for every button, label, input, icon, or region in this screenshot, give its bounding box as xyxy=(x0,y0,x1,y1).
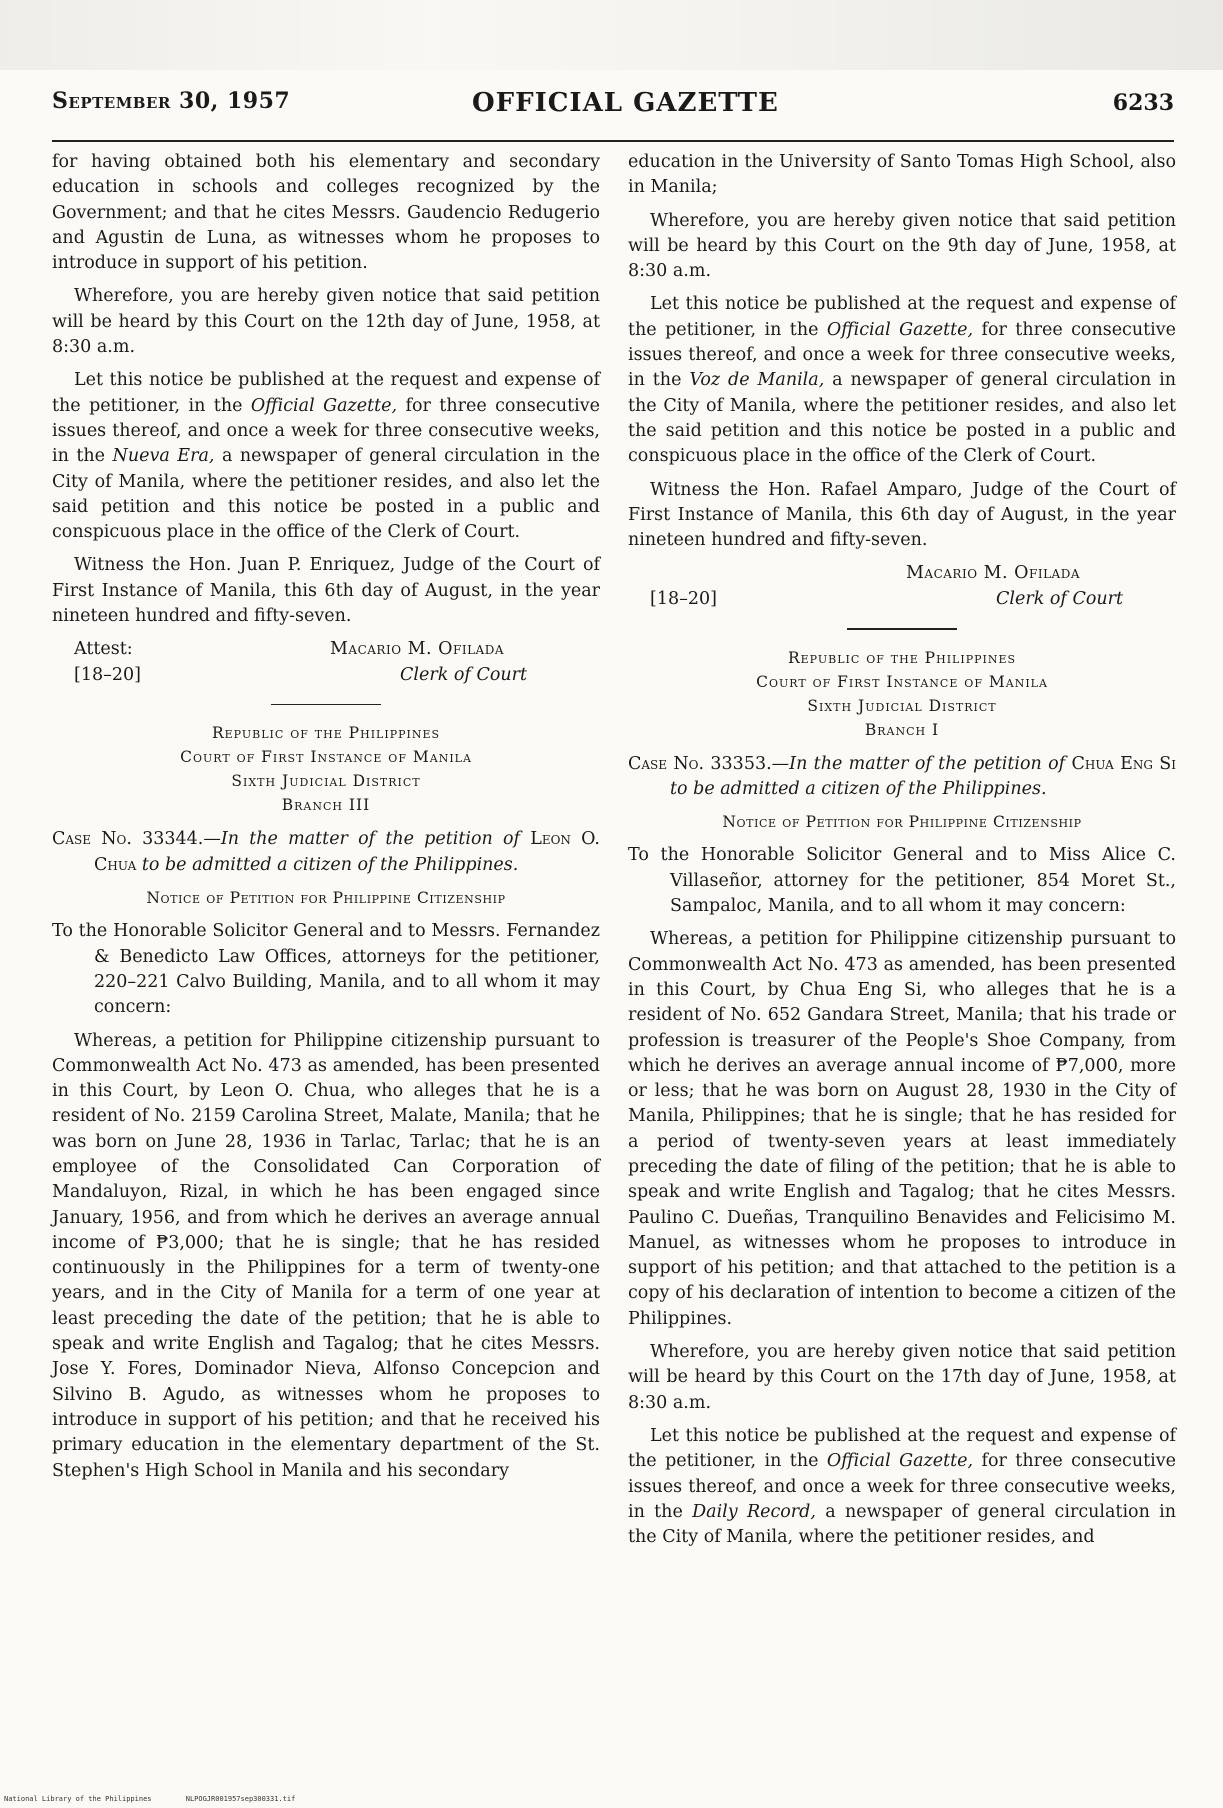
text-run: for three consecutive issues thereof, and once a week for three consecutive weeks, in the xyxy=(52,395,600,467)
case-title xyxy=(52,827,600,878)
text-run: to be admitted a citizen of the Philippines. xyxy=(136,854,519,875)
scan-edge-noise xyxy=(0,0,1223,70)
paragraph: for having obtained both his elementary and secondary education in schools and colleges recognized by the Government; and that he cites Messrs. Gaudencio Redugerio and Agustin de Luna, as witnesses whom he proposes to introduce in support of his petition. xyxy=(52,152,600,274)
case-number: Case No. 33344. xyxy=(52,829,204,850)
attest-label: Attest: xyxy=(74,639,133,660)
signer-name: Macario M. Ofilada xyxy=(330,639,504,660)
newspaper-name: Daily Record, xyxy=(692,1501,816,1522)
gazette-name: Official Gazette, xyxy=(826,319,974,340)
publication-title: OFFICIAL GAZETTE xyxy=(472,88,779,118)
text-run: a newspaper of general circulation in the City of Manila, where the petitioner resides, and also let the said petition and this notice be posted in a public and conspicuous place in the office of the Clerk of Court. xyxy=(52,446,600,543)
gazette-name: Official Gazette, xyxy=(250,395,398,416)
court-line: Republic of the Philippines xyxy=(787,648,1017,667)
addressee: To the Honorable Solicitor General and to Miss Alice C. Villaseñor, attorney for the petitioner, 854 Moret St., Sampaloc, Manila, and to all whom it may concern: xyxy=(628,845,1176,917)
petitioner-name: Chua Eng Si xyxy=(1071,753,1176,774)
signer-name: Macario M. Ofilada xyxy=(906,563,1080,584)
gazette-name: Official Gazette, xyxy=(826,1451,974,1472)
publication-paragraph xyxy=(628,292,1176,469)
text-run: a newspaper of general circulation in the City of Manila, where the petitioner resides, and xyxy=(628,1501,1177,1548)
signature-block-line2 xyxy=(52,663,600,688)
text-run: Let this notice be published at the request and expense of the petitioner, in the xyxy=(52,370,600,416)
addressee: To the Honorable Solicitor General and to Messrs. Fernandez & Benedicto Law Offices, attorneys for the petitioner, 220–221 Calvo Building, Manila, and to all whom it may concern: xyxy=(52,921,600,1018)
case-title xyxy=(628,752,1176,803)
signature-block xyxy=(628,561,1176,586)
left-column xyxy=(52,150,600,1492)
paragraph: Wherefore, you are hereby given notice that said petition will be heard by this Court on the 17th day of June, 1958, at 8:30 a.m. xyxy=(628,1342,1176,1413)
petitioner-name: Leon O. Chua xyxy=(94,829,600,875)
section-separator xyxy=(271,704,381,706)
case-number: Case No. 33353. xyxy=(628,753,772,774)
court-line: Court of First Instance of Manila xyxy=(756,672,1048,691)
court-line: Sixth Judicial District xyxy=(231,772,421,791)
paragraph: Wherefore, you are hereby given notice that said petition will be heard by this Court on the 9th day of June, 1958, at 8:30 a.m. xyxy=(628,210,1176,282)
text-run: Let this notice be published at the request and expense of the petitioner, in the xyxy=(628,1425,1176,1472)
newspaper-name: Nueva Era, xyxy=(112,446,215,467)
court-heading xyxy=(628,646,1176,742)
publication-paragraph xyxy=(52,368,600,545)
right-column xyxy=(628,150,1176,1558)
signature-block xyxy=(52,637,600,662)
notice-title: Notice of Petition for Philippine Citizenship xyxy=(146,889,506,908)
signature-block-line2 xyxy=(628,587,1176,612)
paragraph: Whereas, a petition for Philippine citizenship pursuant to Commonwealth Act No. 473 as amended, has been presented in this Court, by Leon O. Chua, who alleges that he is a resident of No. 2159 Carolina Street, Malate, Manila; that he was born on June 28, 1936 in Tarlac, Tarlac; that he is an employee of the Consolidated Can Corporation of Mandaluyon, Rizal, in which he has been engaged since January, 1956, and from which he derives an average annual income of ₱3,000; that he is single; that he has resided continuously in the Philippines for a term of twenty-one years, and in the City of Manila for a term of one year at least preceding the date of the petition; that he is able to speak and write English and Tagalog; that he cites Messrs. Jose Y. Fores, Dominador Nieva, Alfonso Concepcion and Silvino B. Agudo, as witnesses whom he proposes to introduce in support of his petition; and that he received his primary education in the elementary department of the St. Stephen's High School in Manila and his secondary xyxy=(52,1030,600,1481)
court-line: Court of First Instance of Manila xyxy=(180,748,472,767)
text-run: to be admitted a citizen of the Philippines. xyxy=(670,778,1047,799)
scan-footer xyxy=(4,1795,325,1803)
issue-date: September 30, 1957 xyxy=(52,88,291,114)
paragraph: Whereas, a petition for Philippine citizenship pursuant to Commonwealth Act No. 473 as amended, has been presented in this Court, by Chua Eng Si, who alleges that he is a resident of No. 652 Gandara Street, Manila; that his trade or profession is treasurer of the People's Shoe Company, from which he derives an average annual income of ₱7,000, more or less; that he was born on August 28, 1930 in the City of Manila, Philippines; that he is single; that he has resided for a period of twenty-seven years at least immediately preceding the date of filing of the petition; that he is able to speak and write English and Tagalog; that he cites Messrs. Paulino C. Dueñas, Tranquilino Benavides and Felicisimo M. Manuel, as witnesses whom he proposes to introduce in support of his petition; and that attached to the petition is a copy of his declaration of intention to become a citizen of the Philippines. xyxy=(628,929,1176,1329)
page-header xyxy=(52,88,1174,128)
section-separator xyxy=(847,628,957,630)
signer-title: Clerk of Court xyxy=(996,588,1124,609)
text-run: —In the matter of the petition of xyxy=(771,753,1072,774)
newspaper-name: Voz de Manila, xyxy=(689,370,825,391)
paragraph: education in the University of Santo Tomas High School, also in Manila; xyxy=(628,152,1176,198)
court-line: Sixth Judicial District xyxy=(807,696,997,715)
court-heading xyxy=(52,721,600,817)
court-line: Republic of the Philippines xyxy=(211,724,441,743)
paragraph: Witness the Hon. Juan P. Enriquez, Judge of the Court of First Instance of Manila, this 6th day of August, in the year nineteen hundred and fifty-seven. xyxy=(52,555,600,627)
publication-paragraph xyxy=(628,1424,1176,1550)
notice-title: Notice of Petition for Philippine Citizenship xyxy=(722,813,1082,832)
scan-filename: NLPOGJR001957sep300331.tif xyxy=(185,1795,296,1803)
court-line: Branch I xyxy=(864,720,940,739)
signer-title: Clerk of Court xyxy=(400,664,528,685)
issue-ref: [18–20] xyxy=(74,664,141,685)
text-run: Let this notice be published at the request and expense of the petitioner, in the xyxy=(628,294,1176,340)
page-number: 6233 xyxy=(1112,90,1174,116)
text-run: for three consecutive issues thereof, and once a week for three consecutive weeks, in the xyxy=(628,319,1176,391)
text-run: —In the matter of the petition of xyxy=(203,829,531,850)
header-rule xyxy=(52,140,1174,142)
library-credit: National Library of the Philippines xyxy=(4,1795,152,1803)
paragraph: Wherefore, you are hereby given notice that said petition will be heard by this Court on the 12th day of June, 1958, at 8:30 a.m. xyxy=(52,286,600,358)
court-line: Branch III xyxy=(281,796,371,815)
paragraph: Witness the Hon. Rafael Amparo, Judge of the Court of First Instance of Manila, this 6th day of August, in the year nineteen hundred and fifty-seven. xyxy=(628,479,1176,551)
text-run: a newspaper of general circulation in the City of Manila, where the petitioner resides, and also let the said petition and this notice be posted in a public and conspicuous place in the office of the Clerk of Court. xyxy=(628,370,1176,467)
issue-ref: [18–20] xyxy=(650,588,717,609)
text-run: for three consecutive issues thereof, and once a week for three consecutive weeks, in the xyxy=(628,1451,1176,1522)
